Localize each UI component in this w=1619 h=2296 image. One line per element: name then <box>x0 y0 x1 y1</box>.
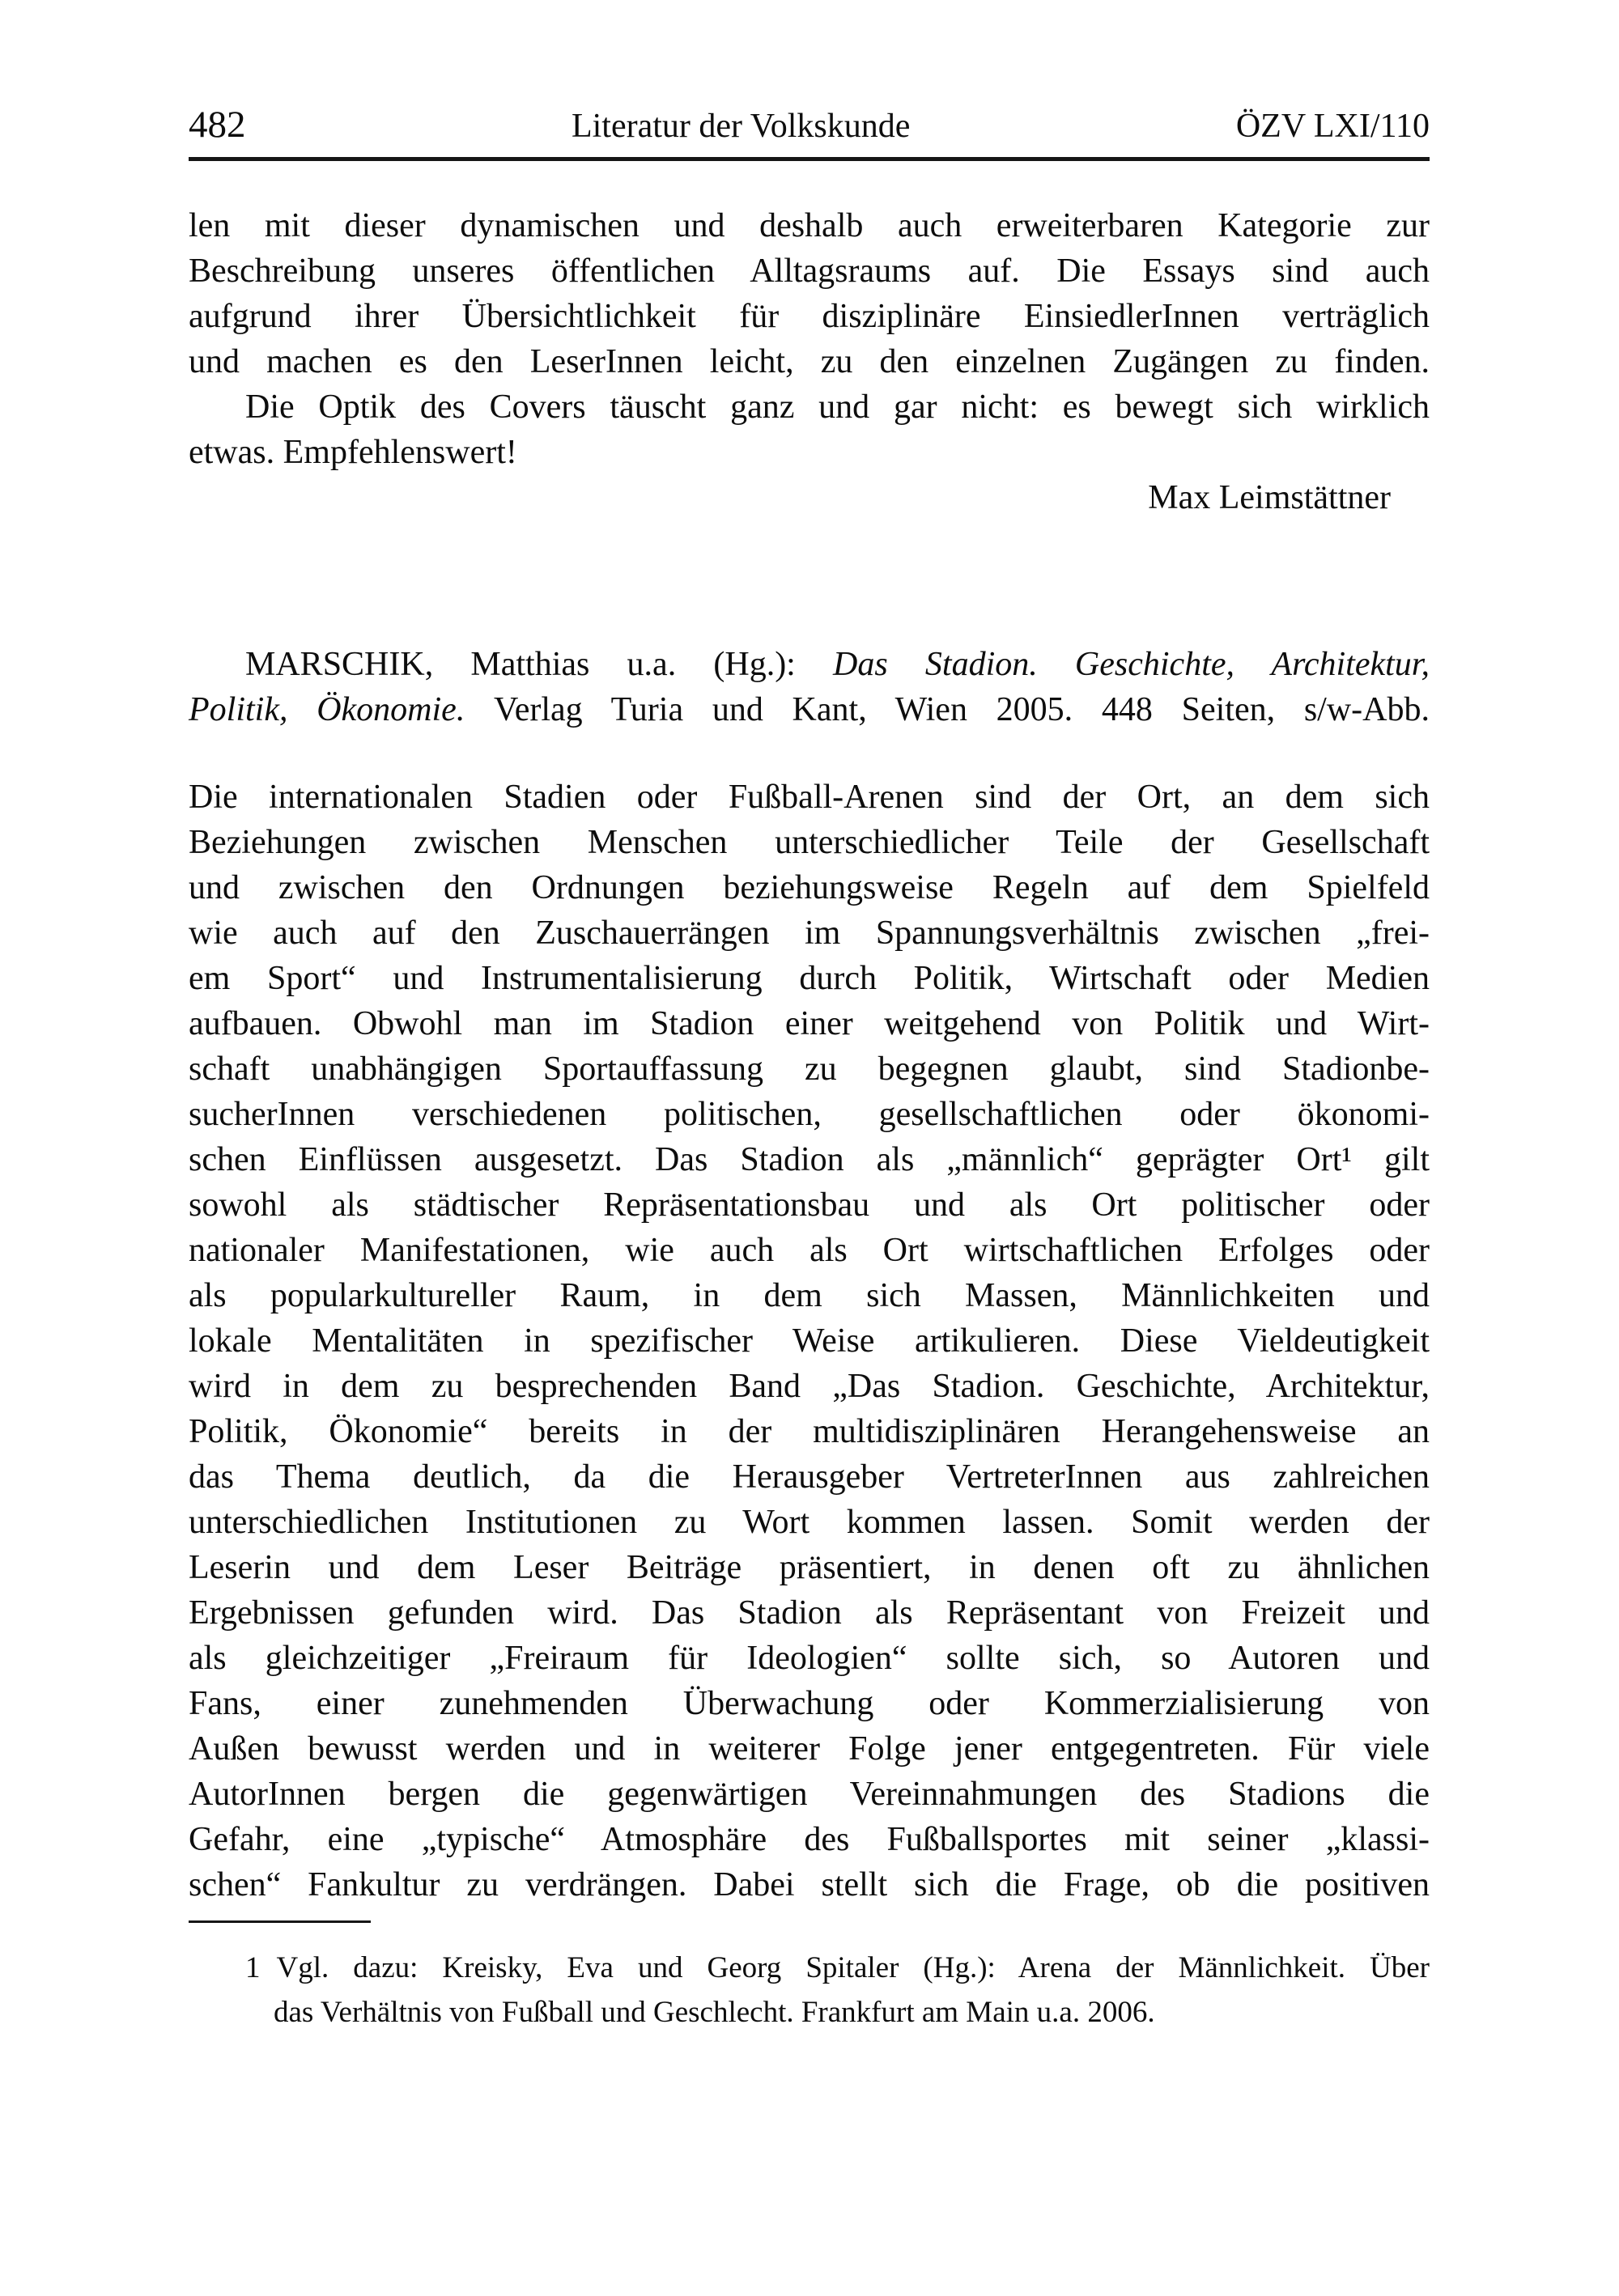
text-line: als popularkultureller Raum, in dem sich Massen, Männlichkeiten und <box>189 1277 1430 1314</box>
text-line: wird in dem zu besprechenden Band „Das Stadion. Geschichte, Architektur, <box>189 1368 1430 1405</box>
footnote-line <box>189 1946 1430 1990</box>
text-line: Beziehungen zwischen Menschen unterschiedlicher Teile der Gesellschaft <box>189 824 1430 861</box>
text-line: schen“ Fankultur zu verdrängen. Dabei stellt sich die Frage, ob die positiven <box>189 1866 1430 1903</box>
text-line: sucherInnen verschiedenen politischen, gesellschaftlichen oder ökonomi- <box>189 1096 1430 1133</box>
footnote-text: Vgl. dazu: Kreisky, Eva und Georg Spitaler (Hg.): Arena der Männlichkeit. Über <box>276 1951 1430 1984</box>
text-line: schen Einflüssen ausgesetzt. Das Stadion als „männlich“ geprägter Ort¹ gilt <box>189 1141 1430 1178</box>
book-citation <box>189 642 1430 732</box>
text-line: nationaler Manifestationen, wie auch als Ort wirtschaftlichen Erfolges oder <box>189 1232 1430 1269</box>
text-line: Fans, einer zunehmenden Überwachung oder Kommerzialisierung von <box>189 1685 1430 1722</box>
header-rule <box>189 157 1430 161</box>
reviewer-signature: Max Leimstättner <box>1148 479 1391 516</box>
review-body <box>189 775 1430 1908</box>
text-line: etwas. Empfehlenswert! <box>189 434 517 471</box>
text-line: Politik, Ökonomie“ bereits in der multidisziplinären Herangehensweise an <box>189 1413 1430 1450</box>
text-line: und zwischen den Ordnungen beziehungsweise Regeln auf dem Spielfeld <box>189 869 1430 906</box>
text-line: aufgrund ihrer Übersichtlichkeit für disziplinäre EinsiedlerInnen verträglich <box>189 298 1430 335</box>
text-line: wie auch auf den Zuschauerrängen im Spannungsverhältnis zwischen „frei- <box>189 915 1430 952</box>
text-line: Leserin und dem Leser Beiträge präsentiert, in denen oft zu ähnlichen <box>189 1549 1430 1586</box>
text-line: schaft unabhängigen Sportauffassung zu begegnen glaubt, sind Stadionbe- <box>189 1050 1430 1088</box>
text-line: len mit dieser dynamischen und deshalb auch erweiterbaren Kategorie zur <box>189 207 1430 244</box>
text-line: Die internationalen Stadien oder Fußball-Arenen sind der Ort, an dem sich <box>189 779 1430 816</box>
footnote <box>189 1946 1430 2035</box>
text-line: unterschiedlichen Institutionen zu Wort kommen lassen. Somit werden der <box>189 1504 1430 1541</box>
text-line: Ergebnissen gefunden wird. Das Stadion als Repräsentant von Freizeit und <box>189 1594 1430 1632</box>
citation-line <box>189 642 1430 687</box>
citation-publisher: Verlag Turia und Kant, Wien 2005. 448 Seiten, s/w-Abb. <box>494 691 1430 728</box>
review-conclusion <box>189 203 1430 520</box>
citation-authors: MARSCHIK, Matthias u.a. (Hg.): <box>245 646 834 683</box>
text-line: das Thema deutlich, da die Herausgeber VertreterInnen aus zahlreichen <box>189 1458 1430 1496</box>
text-line: Gefahr, eine „typische“ Atmosphäre des Fußballsportes mit seiner „klassi- <box>189 1821 1430 1858</box>
running-title: Literatur der Volkskunde <box>571 108 911 145</box>
text-line: und machen es den LeserInnen leicht, zu den einzelnen Zugängen zu finden. <box>189 343 1430 380</box>
text-line: Außen bewusst werden und in weiterer Folge jener entgegentreten. Für viele <box>189 1730 1430 1768</box>
citation-line <box>189 687 1430 732</box>
footnote-line: das Verhältnis von Fußball und Geschlecht. Frankfurt am Main u.a. 2006. <box>274 1996 1155 2029</box>
page-header <box>189 105 1430 146</box>
text-line: AutorInnen bergen die gegenwärtigen Vereinnahmungen des Stadions die <box>189 1776 1430 1813</box>
journal-reference: ÖZV LXI/110 <box>1235 108 1430 145</box>
text-line: aufbauen. Obwohl man im Stadion einer weitgehend von Politik und Wirt- <box>189 1005 1430 1042</box>
footnote-marker: 1 <box>245 1951 261 1984</box>
citation-title-continued: Politik, Ökonomie. <box>189 691 495 728</box>
page-number: 482 <box>189 104 246 146</box>
text-line: lokale Mentalitäten in spezifischer Weise artikulieren. Diese Vieldeutigkeit <box>189 1322 1430 1360</box>
text-line: em Sport“ und Instrumentalisierung durch Politik, Wirtschaft oder Medien <box>189 960 1430 997</box>
text-line: Beschreibung unseres öffentlichen Alltagsraums auf. Die Essays sind auch <box>189 253 1430 290</box>
citation-title: Das Stadion. Geschichte, Architektur, <box>833 646 1430 683</box>
text-line: Die Optik des Covers täuscht ganz und gar nicht: es bewegt sich wirklich <box>245 388 1430 426</box>
text-line: als gleichzeitiger „Freiraum für Ideologien“ sollte sich, so Autoren und <box>189 1640 1430 1677</box>
footnote-rule <box>189 1920 371 1923</box>
text-line: sowohl als städtischer Repräsentationsbau und als Ort politischer oder <box>189 1186 1430 1224</box>
